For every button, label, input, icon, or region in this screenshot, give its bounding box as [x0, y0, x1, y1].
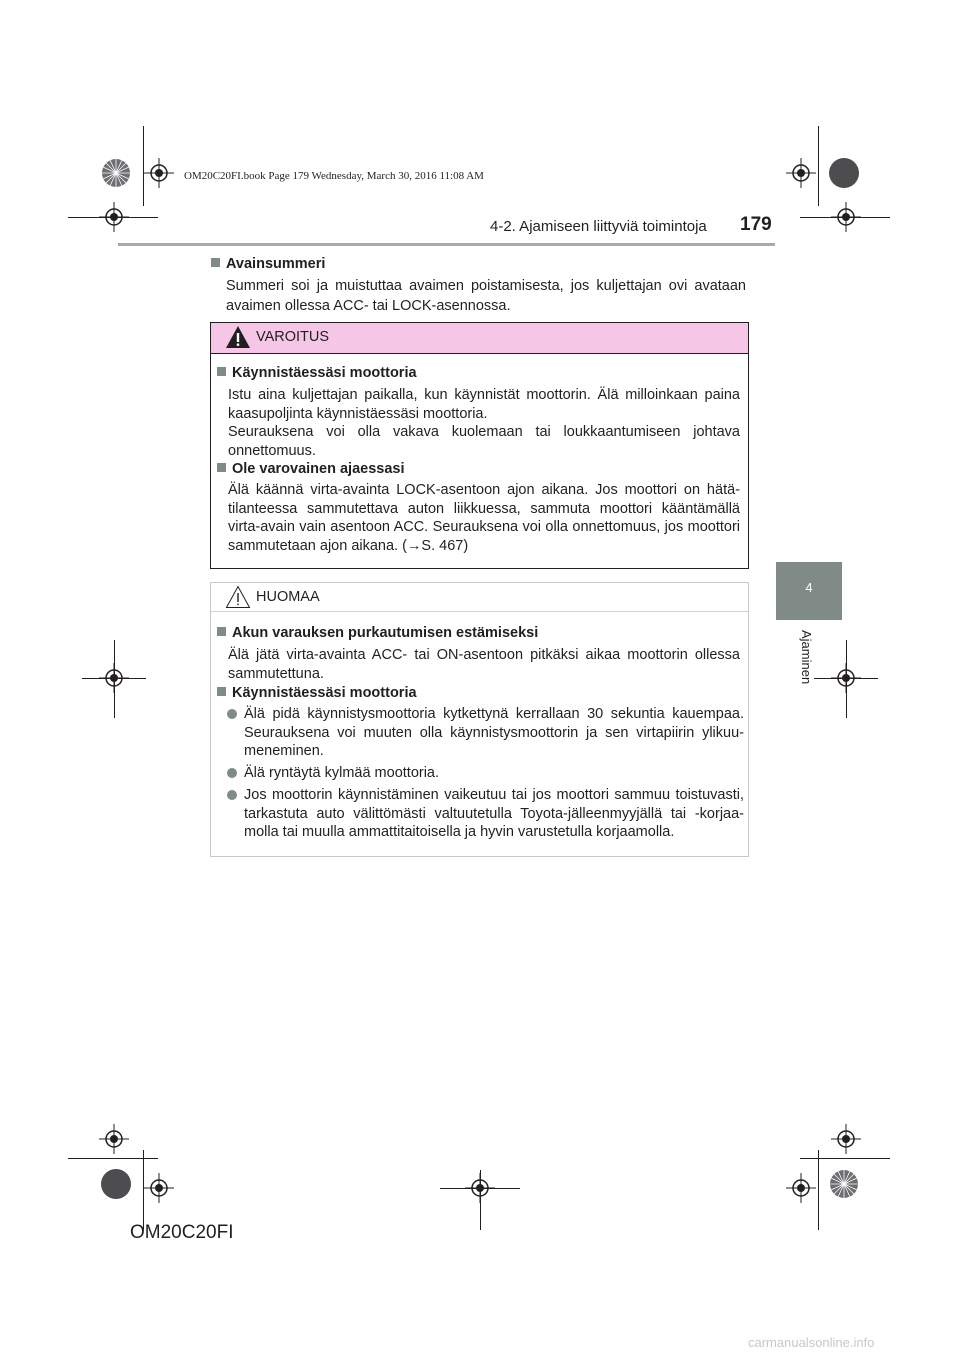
page-number: 179	[740, 214, 772, 235]
round-bullet-icon	[227, 705, 241, 719]
square-bullet-icon	[217, 687, 226, 696]
registration-crosshair-icon	[99, 1124, 129, 1154]
notice-bullet-text: Älä pidä käynnistysmoottoria kytkettynä kerrallaan 30 sekuntia kauempaa. Seurauksena voi muuten olla käynnistysmoottorin ja sen virtapiirin ylikuu-meneminen.	[244, 706, 744, 759]
crop-line	[818, 126, 819, 206]
crop-line	[818, 1150, 819, 1230]
square-bullet-icon	[211, 258, 220, 267]
round-bullet-icon	[227, 764, 241, 778]
starburst-mark-icon	[101, 158, 131, 188]
warning-section-text	[228, 481, 740, 555]
notice-bullet-text: Jos moottorin käynnistäminen vaikeutuu tai jos moottori sammuu toistuvasti, tarkastuta auto välittömästi valtuutetulla Toyota-jälleenmyyjällä tai -korjaa-molla tai muulla ammattitaitoisella ja hyvin varustetulla korjaamolla.	[244, 787, 744, 840]
square-bullet-icon	[217, 463, 226, 472]
registration-crosshair-icon	[144, 1173, 174, 1203]
book-info: OM20C20FI.book Page 179 Wednesday, March 30, 2016 11:08 AM	[184, 170, 484, 182]
notice-header	[211, 583, 748, 612]
notice-box	[210, 582, 749, 857]
chapter-label: Ajaminen	[799, 630, 814, 685]
caution-triangle-outline-icon	[225, 585, 251, 609]
warning-text-line: Seurauksena voi olla vakava kuolemaan tai loukkaantumiseen johtava onnettomuus.	[228, 424, 740, 459]
header-rule	[118, 243, 775, 246]
registration-crosshair-icon	[831, 663, 861, 693]
intro-heading	[211, 256, 325, 272]
intro-title: Avainsummeri	[226, 256, 326, 272]
notice-section-text: Älä jätä virta-avainta ACC- tai ON-asentoon pitkäksi aikaa moottorin ollessa sammutettuna.	[228, 647, 740, 682]
square-bullet-icon	[217, 367, 226, 376]
warning-heading: VAROITUS	[256, 329, 330, 345]
starburst-mark-icon	[829, 1169, 859, 1199]
registration-crosshair-icon	[99, 202, 129, 232]
round-bullet-icon	[227, 786, 241, 800]
square-bullet-icon	[217, 627, 226, 636]
crop-line	[480, 1170, 481, 1230]
warning-text-line: Älä käännä virta-avainta LOCK-asentoon ajon aikana. Jos moottori on hätä-tilanteessa sammutettava auton liikkuessa, sammuta moottori kääntämällä virta-avain vain asentoon ACC. Seurauksena voi olla onnettomuus, jos moottori sammutetaan ajon aikana. (→S. 467)	[228, 482, 740, 554]
warning-header	[211, 323, 748, 354]
registration-dot-icon	[101, 1169, 131, 1199]
crop-line	[800, 1158, 890, 1159]
notice-section-title	[217, 625, 538, 641]
registration-crosshair-icon	[144, 158, 174, 188]
registration-crosshair-icon	[786, 158, 816, 188]
chapter-number: 4	[805, 580, 813, 595]
registration-crosshair-icon	[99, 663, 129, 693]
warning-text-line: Istu aina kuljettajan paikalla, kun käynnistät moottorin. Älä milloinkaan paina kaasupoljinta käynnistäessäsi moottoria.	[228, 387, 740, 422]
notice-heading: HUOMAA	[256, 589, 320, 605]
registration-crosshair-icon	[831, 1124, 861, 1154]
registration-crosshair-icon	[786, 1173, 816, 1203]
warning-section-text	[228, 386, 740, 460]
warning-section-title	[217, 365, 417, 381]
chapter-tab	[776, 562, 842, 620]
manual-code: OM20C20FI	[130, 1222, 234, 1243]
warning-triangle-icon	[225, 325, 251, 349]
watermark: carmanualsonline.info	[748, 1335, 875, 1350]
notice-section-title-text: Käynnistäessäsi moottoria	[232, 685, 417, 701]
warning-section-title	[217, 461, 405, 477]
notice-section-title-text: Akun varauksen purkautumisen estämiseksi	[232, 625, 539, 641]
registration-crosshair-icon	[831, 202, 861, 232]
warning-section-title-text: Käynnistäessäsi moottoria	[232, 365, 417, 381]
notice-section-title	[217, 685, 417, 701]
notice-bullet-text: Älä ryntäytä kylmää moottoria.	[244, 765, 440, 781]
registration-dot-icon	[829, 158, 859, 188]
intro-text: Summeri soi ja muistuttaa avaimen poistamisesta, jos kuljettajan ovi avataan avaimen ollessa ACC- tai LOCK-asennossa.	[226, 278, 746, 314]
section-title: 4-2. Ajamiseen liittyviä toimintoja	[490, 218, 707, 235]
warning-section-title-text: Ole varovainen ajaessasi	[232, 461, 405, 477]
warning-box	[210, 322, 749, 569]
crop-line	[68, 1158, 158, 1159]
